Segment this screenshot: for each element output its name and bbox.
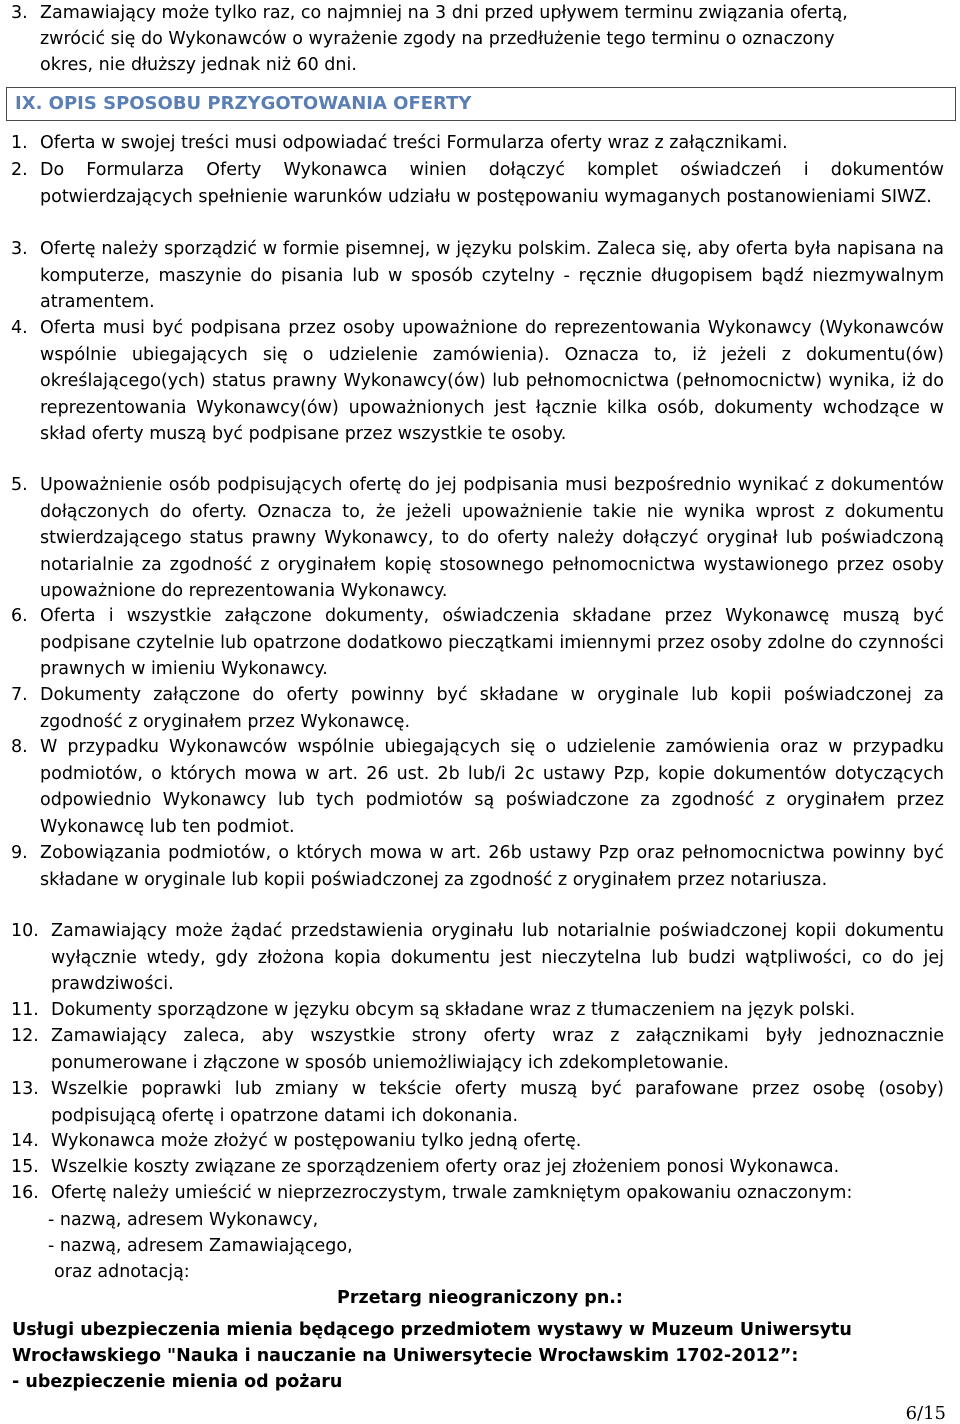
intro-line-3: okres, nie dłuższy jednak niż 60 dni.: [40, 55, 357, 75]
list-item: [0, 472, 944, 605]
item-text: Zobowiązania podmiotów, o których mowa w art. 26b ustawy Pzp oraz pełnomocnictwa powinny być składane w oryginale lub kopii poświadczonej za zgodność z oryginałem przez notariusza.: [40, 843, 944, 890]
tender-title: Przetarg nieograniczony pn.:: [337, 1288, 623, 1308]
item-number: 6.: [11, 606, 28, 626]
list-item: [0, 1154, 944, 1181]
item-number: 13.: [11, 1079, 39, 1099]
tender-line-2: Wrocławskiego "Nauka i nauczanie na Uniwersytecie Wrocławskim 1702-2012”:: [12, 1346, 799, 1366]
item-text: Zamawiający zaleca, aby wszystkie strony oferty wraz z załącznikami były jednoznacznie ponumerowane i złączone w sposób uniemożliwiający ich zdekompletowanie.: [51, 1026, 944, 1073]
list-item: [0, 918, 944, 998]
item-text: Zamawiający może żądać przedstawienia oryginału lub notarialnie poświadczonej kopii dokumentu wyłącznie wtedy, gdy złożona kopia dokumentu jest nieczytelna lub budzi wątpliwości, co do jej prawdziwości.: [51, 921, 944, 994]
sublist-item: - nazwą, adresem Wykonawcy,: [48, 1210, 319, 1230]
item-text: Ofertę należy sporządzić w formie pisemnej, w języku polskim. Zaleca się, aby oferta była napisana na komputerze, maszynie do pisania lub w sposób czytelny - ręcznie długopisem bądź niezmywalnym atramentem.: [40, 239, 944, 312]
item-text: Oferta w swojej treści musi odpowiadać treści Formularza oferty wraz z załącznikami.: [40, 133, 788, 153]
item-text: Dokumenty załączone do oferty powinny być składane w oryginale lub kopii poświadczonej za zgodność z oryginałem przez Wykonawcę.: [40, 685, 944, 732]
page-number: 6/15: [905, 1403, 946, 1424]
sublist-item: oraz adnotacją:: [54, 1262, 190, 1282]
item-text: Do Formularza Oferty Wykonawca winien dołączyć komplet oświadczeń i dokumentów potwierdzających spełnienie warunków udziału w postępowaniu wymaganych postanowieniami SIWZ.: [40, 160, 944, 207]
item-number: 5.: [11, 475, 28, 495]
item-number: 8.: [11, 737, 28, 757]
item-number: 15.: [11, 1157, 39, 1177]
section-heading: [6, 87, 956, 121]
item-number: 3.: [11, 239, 28, 259]
intro-line-1: Zamawiający może tylko raz, co najmniej na 3 dni przed upływem terminu związania ofertą,: [40, 3, 848, 23]
list-item: [0, 157, 944, 210]
section-title: IX. OPIS SPOSOBU PRZYGOTOWANIA OFERTY: [15, 93, 472, 114]
item-number: 16.: [11, 1183, 39, 1203]
tender-line-1: Usługi ubezpieczenia mienia będącego przedmiotem wystawy w Muzeum Uniwersytu: [12, 1320, 852, 1340]
intro-num: 3.: [11, 3, 28, 23]
list-item: [0, 1023, 944, 1076]
item-text: Ofertę należy umieścić w nieprzezroczystym, trwale zamkniętym opakowaniu oznaczonym:: [51, 1183, 853, 1203]
list-item: [0, 603, 944, 683]
sublist-item: - nazwą, adresem Zamawiającego,: [48, 1236, 353, 1256]
item-number: 1.: [11, 133, 28, 153]
item-text: Oferta musi być podpisana przez osoby upoważnione do reprezentowania Wykonawcy (Wykonawców wspólnie ubiegających się o udzielenie zamówienia). Oznacza to, iż jeżeli z dokumentu(ów) określającego(ych) status prawny Wykonawcy(ów) lub pełnomocnictwa (pełnomocnictw) wynika, iż do reprezentowania Wykonawcy(ów) upoważnionych jest łącznie kilka osób, dokumenty wchodzące w skład oferty muszą być podpisane przez wszystkie te osoby.: [40, 318, 944, 444]
item-number: 11.: [11, 1000, 39, 1020]
item-number: 14.: [11, 1131, 39, 1151]
item-text: Wszelkie poprawki lub zmiany w tekście oferty muszą być parafowane przez osobę (osoby) podpisującą ofertę i opatrzone datami ich dokonania.: [51, 1079, 944, 1126]
item-text: Wykonawca może złożyć w postępowaniu tylko jedną ofertę.: [51, 1131, 582, 1151]
item-number: 10.: [11, 921, 39, 941]
item-text: Dokumenty sporządzone w języku obcym są składane wraz z tłumaczeniem na język polski.: [51, 1000, 856, 1020]
list-item: [0, 1076, 944, 1129]
list-item: [0, 130, 944, 157]
item-number: 4.: [11, 318, 28, 338]
list-item: [0, 1180, 944, 1207]
item-text: Oferta i wszystkie załączone dokumenty, oświadczenia składane przez Wykonawcę muszą być podpisane czytelnie lub opatrzone dodatkowo pieczątkami imiennymi przez osoby zdolne do czynności prawnych w imieniu Wykonawcy.: [40, 606, 944, 679]
intro-line-2: zwrócić się do Wykonawców o wyrażenie zgody na przedłużenie tego terminu o oznaczony: [40, 29, 835, 49]
list-item: [0, 315, 944, 448]
list-item: [0, 1128, 944, 1155]
item-text: Wszelkie koszty związane ze sporządzeniem oferty oraz jej złożeniem ponosi Wykonawca.: [51, 1157, 840, 1177]
list-item: [0, 840, 944, 893]
list-item: [0, 997, 944, 1024]
item-number: 9.: [11, 843, 28, 863]
list-item: [0, 236, 944, 316]
item-number: 12.: [11, 1026, 39, 1046]
list-item: [0, 734, 944, 840]
item-text: W przypadku Wykonawców wspólnie ubiegających się o udzielenie zamówienia oraz w przypadku podmiotów, o których mowa w art. 26 ust. 2b lub/i 2c ustawy Pzp, kopie dokumentów dotyczących odpowiednio Wykonawcy lub tych podmiotów są poświadczone za zgodność z oryginałem przez Wykonawcę lub ten podmiot.: [40, 737, 944, 837]
list-item: [0, 682, 944, 735]
item-number: 7.: [11, 685, 28, 705]
item-text: Upoważnienie osób podpisujących ofertę do jej podpisania musi bezpośrednio wynikać z dokumentów dołączonych do oferty. Oznacza to, że jeżeli upoważnienie takie nie wynika wprost z dokumentu stwierdzającego status prawny Wykonawcy, to do oferty należy dołączyć oryginał lub poświadczoną notarialnie za zgodność z oryginałem kopię stosownego pełnomocnictwa wystawionego przez osoby upoważnione do reprezentowania Wykonawcy.: [40, 475, 944, 601]
item-number: 2.: [11, 160, 28, 180]
tender-line-3: - ubezpieczenie mienia od pożaru: [12, 1372, 343, 1392]
